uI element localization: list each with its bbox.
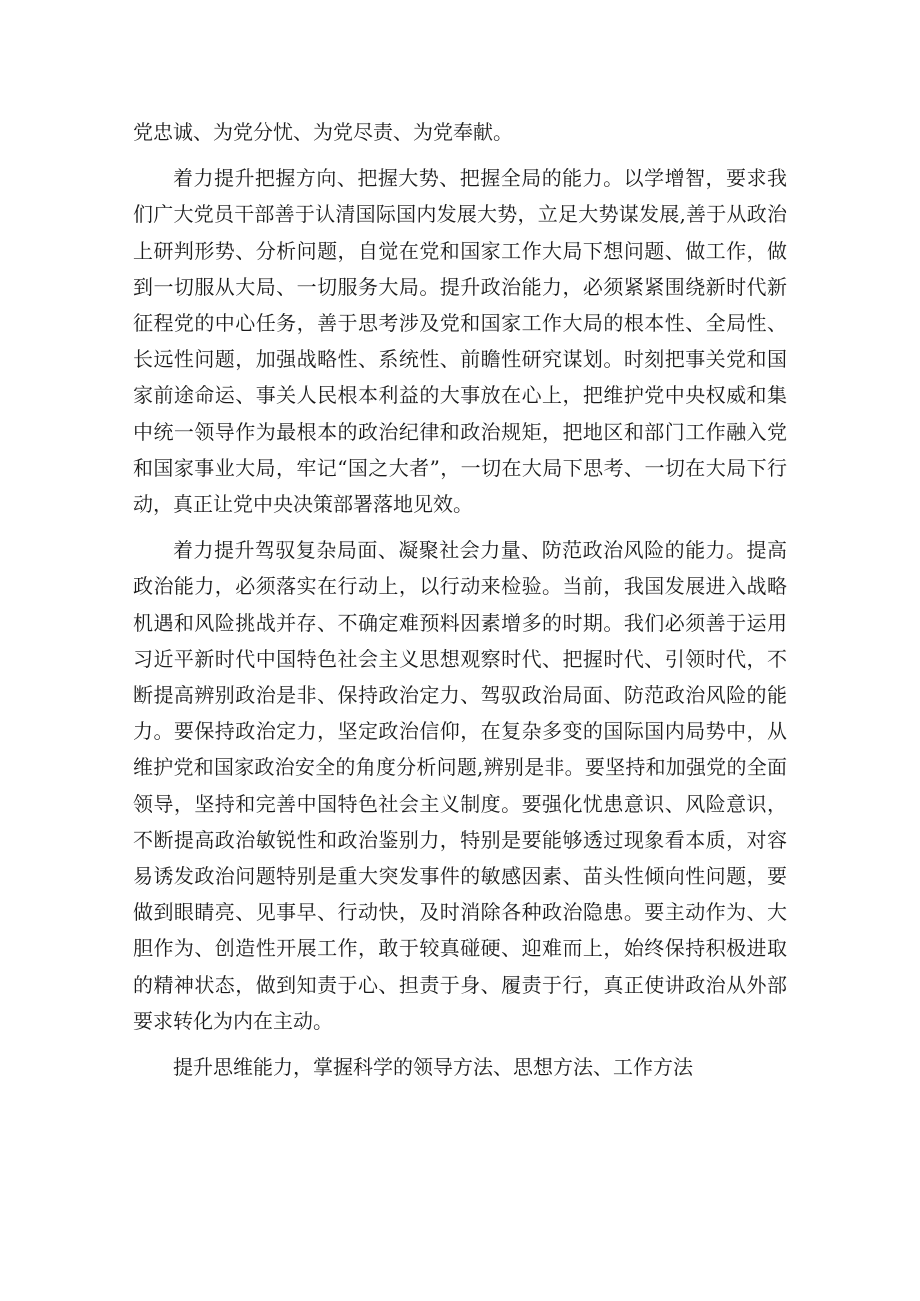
paragraph-continuation: 党忠诚、为党分忧、为党尽责、为党奉献。 <box>133 120 513 144</box>
paragraph-risk-ability: 着力提升驾驭复杂局面、凝聚社会力量、防范政治风险的能力。提高政治能力，必须落实在行动上，以行动来检验。当前，我国发展进入战略机遇和风险挑战并存、不确定难预料因素增多的时期。我们必须善于运用习近平新时代中国特色社会主义思想观察时代、把握时代、引领时代，不断提高辨别政治是非、保持政治定力、驾驭政治局面、防范政治风险的能力。要保持政治定力，坚定政治信仰，在复杂多变的国际国内局势中，从维护党和国家政治安全的角度分析问题,辨别是非。要坚持和加强党的全面领导，坚持和完善中国特色社会主义制度。要强化忧患意识、风险意识，不断提高政治敏锐性和政治鉴别力，特别是要能够透过现象看本质，对容易诱发政治问题特别是重大突发事件的敏感因素、苗头性倾向性问题，要做到眼睛亮、见事早、行动快，及时消除各种政治隐患。要主动作为、大胆作为、创造性开展工作，敢于较真碰硬、迎难而上，始终保持积极进取的精神状态，做到知责于心、担责于身、履责于行，真正使讲政治从外部要求转化为内在主动。 <box>133 538 787 1033</box>
paragraph-thinking-ability: 提升思维能力，掌握科学的领导方法、思想方法、工作方法 <box>173 1055 693 1080</box>
paragraph-direction-ability: 着力提升把握方向、把握大势、把握全局的能力。以学增智，要求我们广大党员干部善于认清国际国内发展大势，立足大势谋发展,善于从政治上研判形势、分析问题，自觉在党和国家工作大局下想问题、做工作，做到一切服从大局、一切服务大局。提升政治能力，必须紧紧围绕新时代新征程党的中心任务，善于思考涉及党和国家工作大局的根本性、全局性、长远性问题，加强战略性、系统性、前瞻性研究谋划。时刻把事关党和国家前途命运、事关人民根本利益的大事放在心上，把维护党中央权威和集中统一领导作为最根本的政治纪律和政治规矩，把地区和部门工作融入党和国家事业大局，牢记“国之大者”，一切在大局下思考、一切在大局下行动，真正让党中央决策部署落地见效。 <box>133 166 787 517</box>
document-body <box>133 114 787 1095</box>
